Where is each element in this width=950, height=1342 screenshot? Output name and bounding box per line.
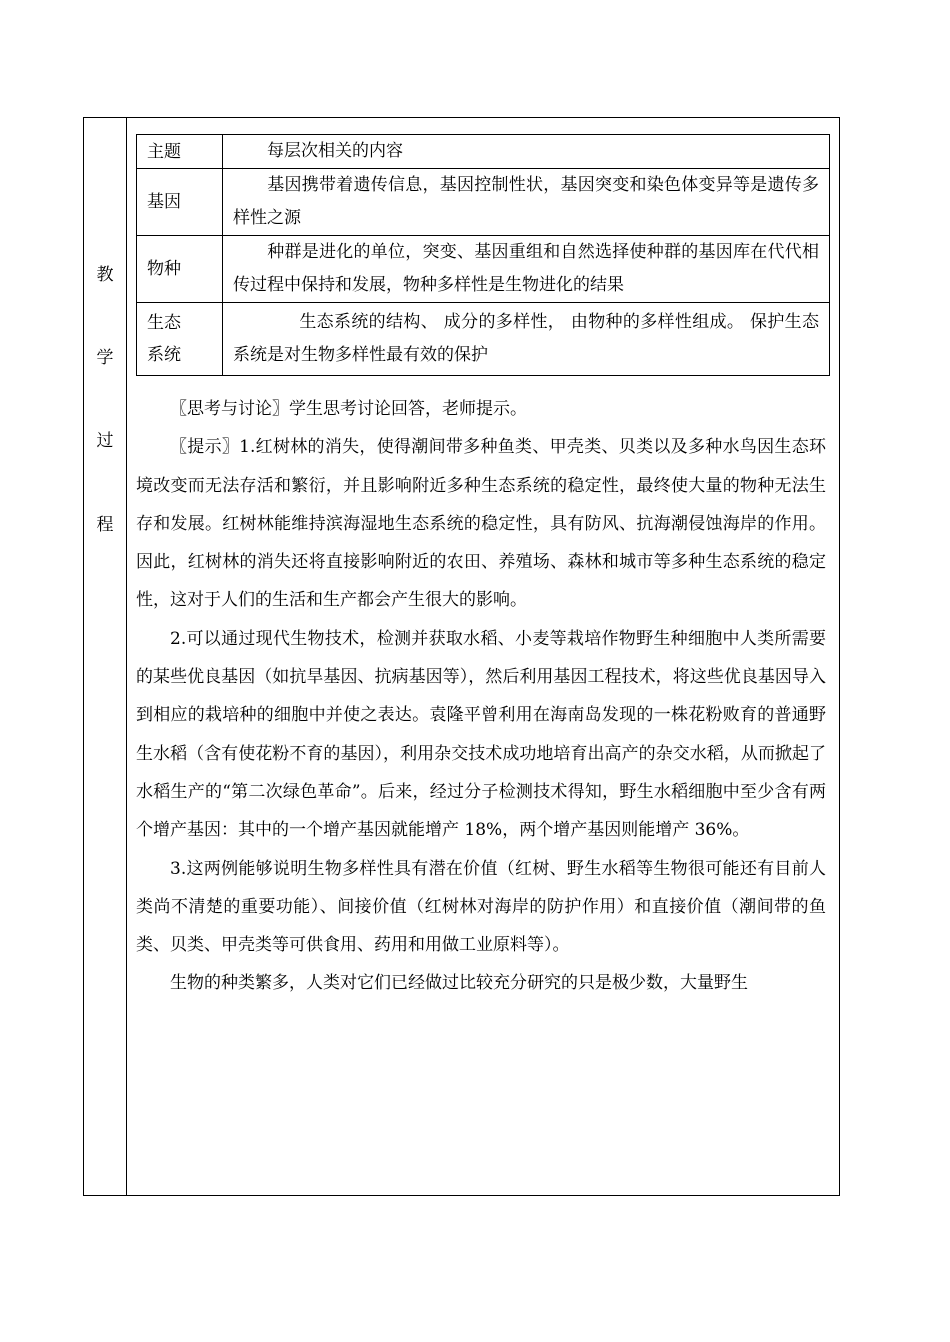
- paragraph: 2.可以通过现代生物技术，检测并获取水稻、小麦等栽培作物野生种细胞中人类所需要的某些优良基因（如抗旱基因、抗病基因等），然后利用基因工程技术，将这些优良基因导入到相应的栽培种的细胞中并使之表达。袁隆平曾利用在海南岛发现的一株花粉败育的普通野生水稻（含有使花粉不育的基因），利用杂交技术成功地培育出高产的杂交水稻，从而掀起了水稻生产的“第二次绿色革命”。后来，经过分子检测技术得知，野生水稻细胞中至少含有两个增产基因：其中的一个增产基因就能增产 18%，两个增产基因则能增产 36%。: [136, 628, 826, 841]
- side-label-char: 教: [96, 265, 114, 285]
- side-label-char: 程: [96, 515, 114, 535]
- side-label-char: 过: [96, 431, 114, 451]
- paragraph: 生物的种类繁多，人类对它们已经做过比较充分研究的只是极少数，大量野生: [170, 973, 748, 994]
- table-key: 主题: [137, 135, 223, 169]
- lesson-body: [136, 390, 826, 1003]
- paragraph: 3.这两例能够说明生物多样性具有潜在价值（红树、野生水稻等生物很可能还有目前人类尚不清楚的重要功能）、间接价值（红树林对海岸的防护作用）和直接价值（潮间带的鱼类、贝类、甲壳类等可供食用、药用和用做工业原料等）。: [136, 858, 826, 956]
- table-key: 基因: [137, 169, 223, 236]
- paragraph: 〖思考与讨论〗学生思考讨论回答，老师提示。: [170, 399, 527, 419]
- table-value: 生态系统的结构、 成分的多样性， 由物种的多样性组成。 保护生态系统是对生物多样性最有效的保护: [223, 303, 830, 376]
- diversity-table: [136, 134, 830, 376]
- table-value: 种群是进化的单位，突变、基因重组和自然选择使种群的基因库在代代相传过程中保持和发展，物种多样性是生物进化的结果: [223, 236, 830, 303]
- paragraph: 〖提示〗1.红树林的消失，使得潮间带多种鱼类、甲壳类、贝类以及多种水鸟因生态环境改变而无法存活和繁衍，并且影响附近多种生态系统的稳定性，最终使大量的物种无法生存和发展。红树林能维持滨海湿地生态系统的稳定性，具有防风、抗海潮侵蚀海岸的作用。因此，红树林的消失还将直接影响附近的农田、养殖场、森林和城市等多种生态系统的稳定性，这对于人们的生活和生产都会产生很大的影响。: [136, 437, 826, 611]
- table-value: 基因携带着遗传信息，基因控制性状，基因突变和染色体变异等是遗传多样性之源: [223, 169, 830, 236]
- table-value: 每层次相关的内容: [223, 135, 830, 169]
- table-key: 生态 系统: [137, 303, 223, 376]
- table-row: [137, 236, 830, 303]
- table-row: [137, 303, 830, 376]
- table-key: 物种: [137, 236, 223, 303]
- table-row: [137, 169, 830, 236]
- side-label-column: [84, 118, 127, 1195]
- side-label-char: 学: [96, 348, 114, 368]
- table-row: [137, 135, 830, 169]
